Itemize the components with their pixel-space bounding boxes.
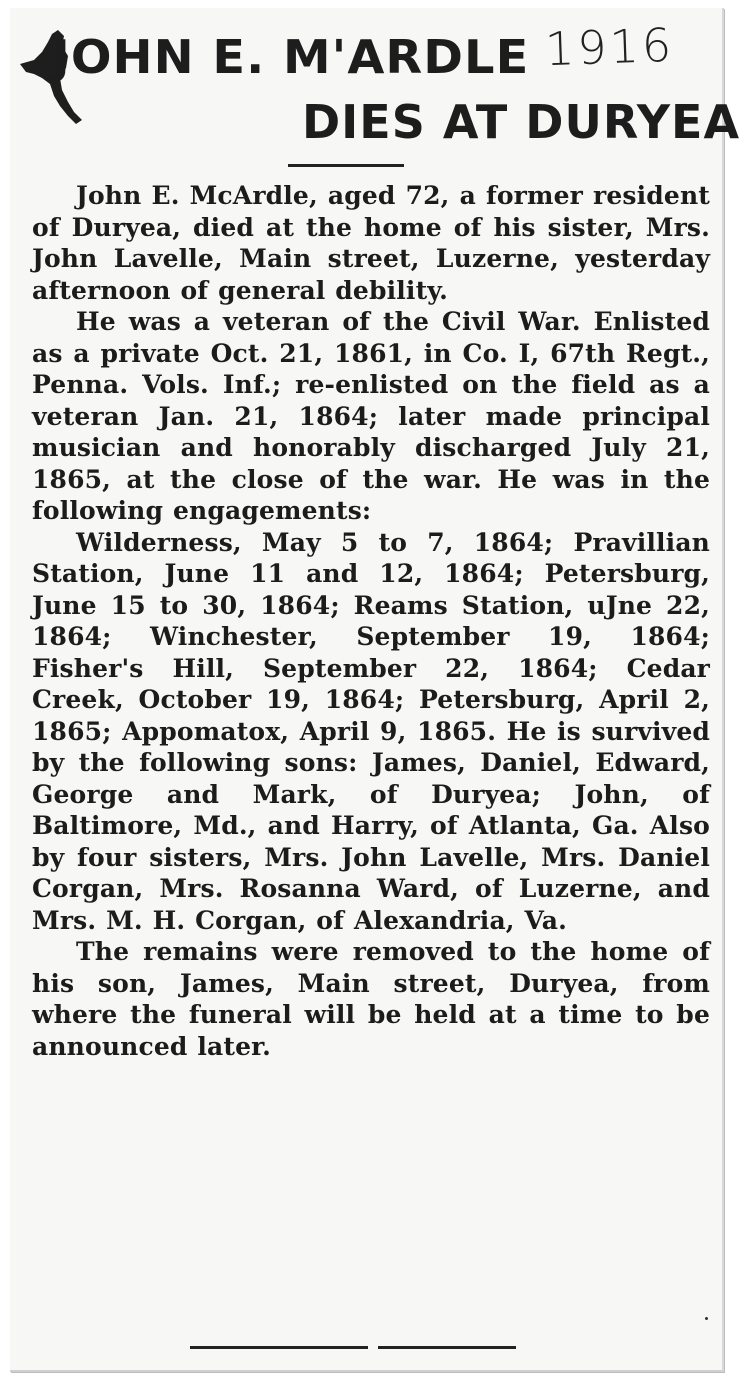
handwritten-year: 1916 — [544, 17, 675, 77]
closing-divider — [190, 1346, 516, 1349]
headline-event: DIES AT DURYEA — [302, 95, 741, 149]
headline-name: JOHN E. M'ARDLE — [52, 30, 530, 84]
scan-speck — [705, 1317, 708, 1320]
paragraph-funeral-arrangements: The remains were removed to the home of his son, James, Main street, Duryea, from where the funeral will be held at a time to be announced later. — [32, 937, 710, 1061]
paragraph-death-notice: John E. McArdle, aged 72, a former resident of Duryea, died at the home of his sister, Mrs. John Lavelle, Main street, Luzerne, yesterday afternoon of general debility. — [32, 181, 710, 305]
divider-gap — [368, 1346, 378, 1349]
paragraph-military-service: He was a veteran of the Civil War. Enlisted as a private Oct. 21, 1861, in Co. I, 67th Regt., Penna. Vols. Inf.; re-enlisted on the field as a veteran Jan. 21, 1864; later made principal musician and honorably discharged July 21, 1865, at the close of the war. He was in the following engagements: — [32, 307, 710, 525]
paragraph-engagements-survivors: Wilderness, May 5 to 7, 1864; Pravillian Station, June 11 and 12, 1864; Petersburg, June 15 to 30, 1864; Reams Station, uJne 22, 1864; Winchester, September 19, 1864; Fisher's Hill, September 22, 1864; Cedar Creek, October 19, 1864; Petersburg, April 2, 1865; Appomatox, April 9, 1865. He is survived by the following sons: James, Daniel, Edward, George and Mark, of Duryea; John, of Baltimore, Md., and Harry, of Atlanta, Ga. Also by four sisters, Mrs. John Lavelle, Mrs. Daniel Corgan, Mrs. Rosanna Ward, of Luzerne, and Mrs. M. H. Corgan, of Alexandria, Va. — [32, 527, 710, 935]
obituary-body — [32, 180, 710, 1062]
headline-divider — [288, 164, 404, 167]
